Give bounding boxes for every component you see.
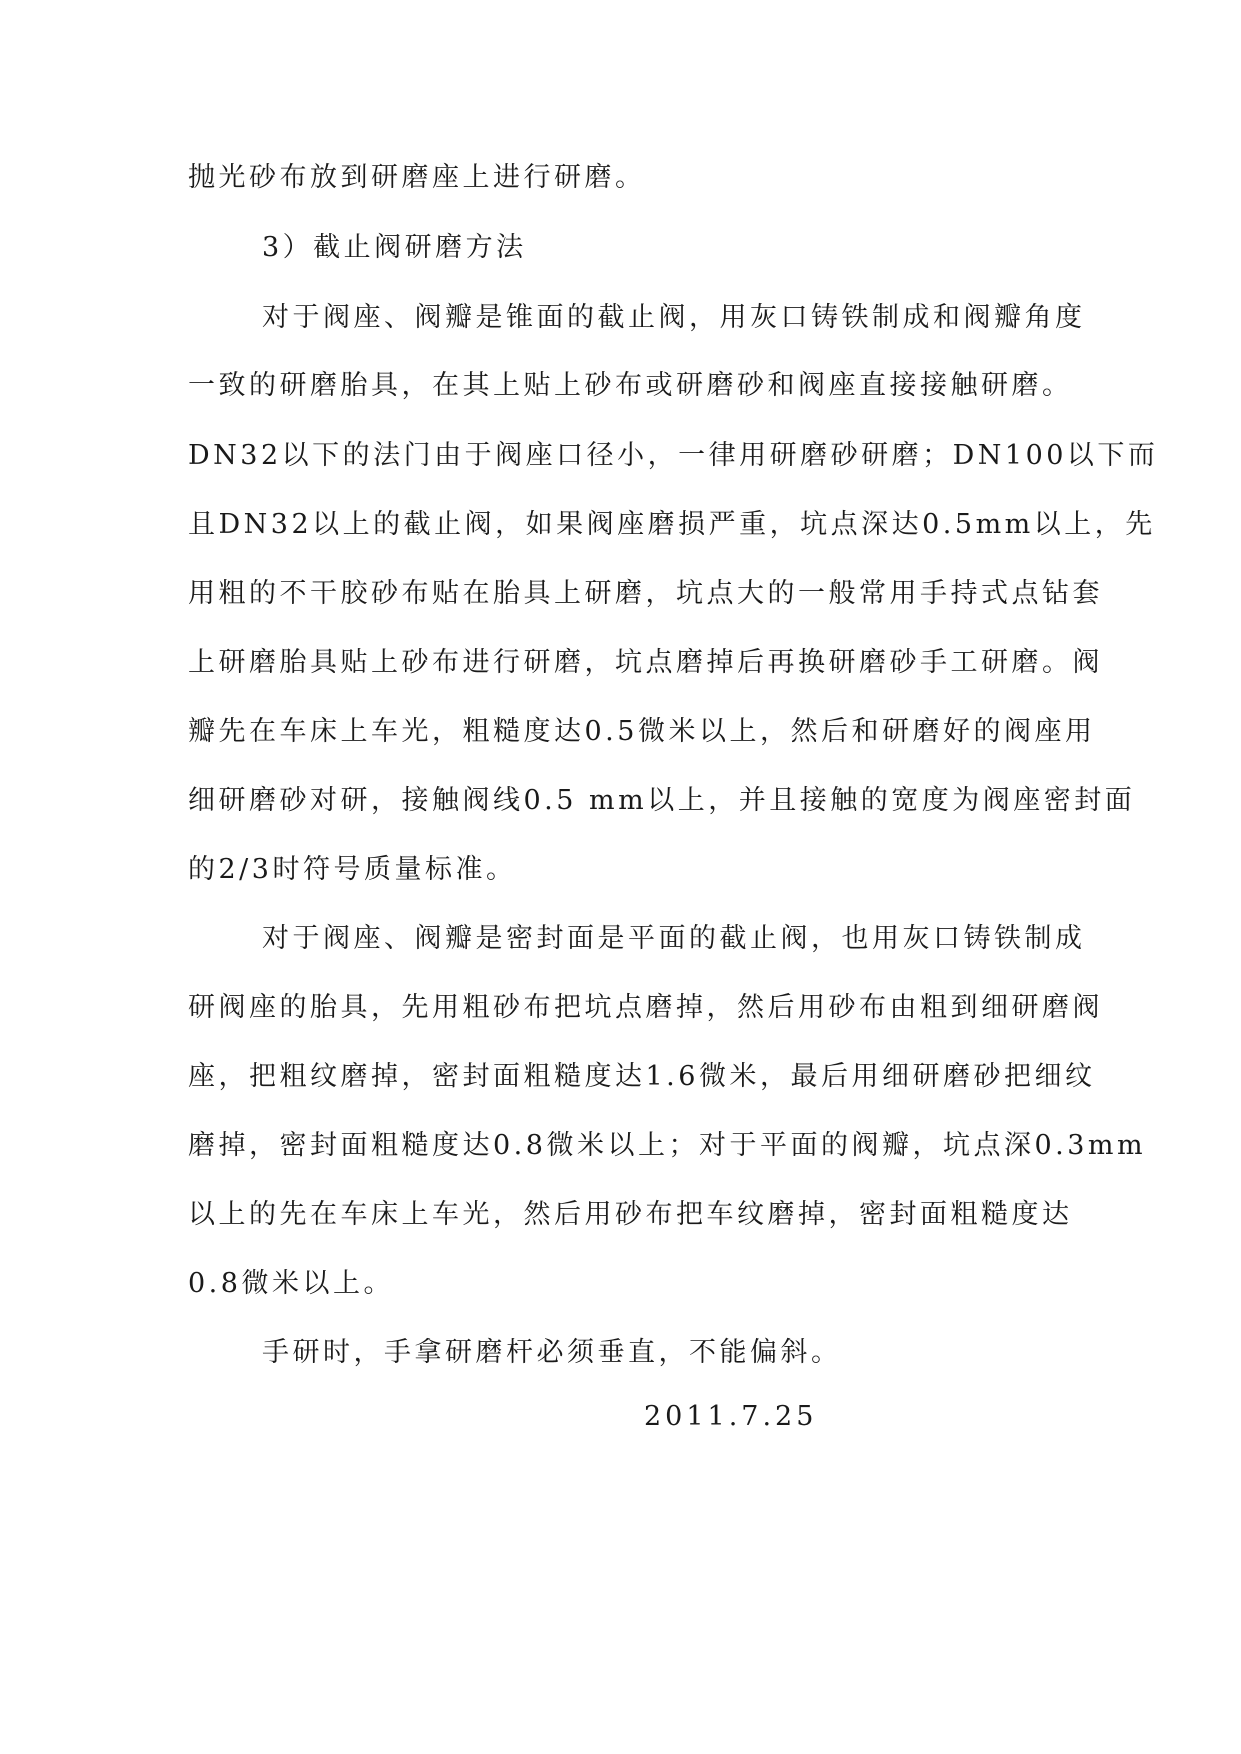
text-line: 细研磨砂对研，接触阀线0.5 mm以上，并且接触的宽度为阀座密封面 — [188, 785, 1136, 816]
text-line: 对于阀座、阀瓣是锥面的截止阀，用灰口铸铁制成和阀瓣角度 — [262, 302, 1086, 333]
text-line: 一致的研磨胎具，在其上贴上砂布或研磨砂和阀座直接接触研磨。 — [188, 370, 1073, 401]
text-line: 对于阀座、阀瓣是密封面是平面的截止阀，也用灰口铸铁制成 — [262, 923, 1086, 954]
text-line: 研阀座的胎具，先用粗砂布把坑点磨掉，然后用砂布由粗到细研磨阀 — [188, 992, 1103, 1023]
text-line: 座，把粗纹磨掉，密封面粗糙度达1.6微米，最后用细研磨砂把细纹 — [188, 1061, 1096, 1092]
text-line: DN32以下的法门由于阀座口径小，一律用研磨砂研磨；DN100以下而 — [188, 440, 1159, 471]
text-line: 以上的先在车床上车光，然后用砂布把车纹磨掉，密封面粗糙度达 — [188, 1199, 1073, 1230]
text-line: 抛光砂布放到研磨座上进行研磨。 — [188, 162, 646, 193]
document-date: 2011.7.25 — [644, 1401, 818, 1432]
text-line: 的2/3时符号质量标准。 — [188, 854, 517, 885]
text-line: 用粗的不干胶砂布贴在胎具上研磨，坑点大的一般常用手持式点钻套 — [188, 578, 1103, 609]
text-line: 磨掉，密封面粗糙度达0.8微米以上；对于平面的阀瓣，坑点深0.3mm — [188, 1130, 1147, 1161]
text-line: 手研时，手拿研磨杆必须垂直，不能偏斜。 — [262, 1337, 842, 1368]
text-line: 瓣先在车床上车光，粗糙度达0.5微米以上，然后和研磨好的阀座用 — [188, 716, 1096, 747]
text-line: 上研磨胎具贴上砂布进行研磨，坑点磨掉后再换研磨砂手工研磨。阀 — [188, 647, 1103, 678]
section-heading: 3）截止阀研磨方法 — [262, 232, 527, 263]
text-line: 0.8微米以上。 — [188, 1268, 394, 1299]
text-line: 且DN32以上的截止阀，如果阀座磨损严重，坑点深达0.5mm以上，先 — [188, 509, 1156, 540]
